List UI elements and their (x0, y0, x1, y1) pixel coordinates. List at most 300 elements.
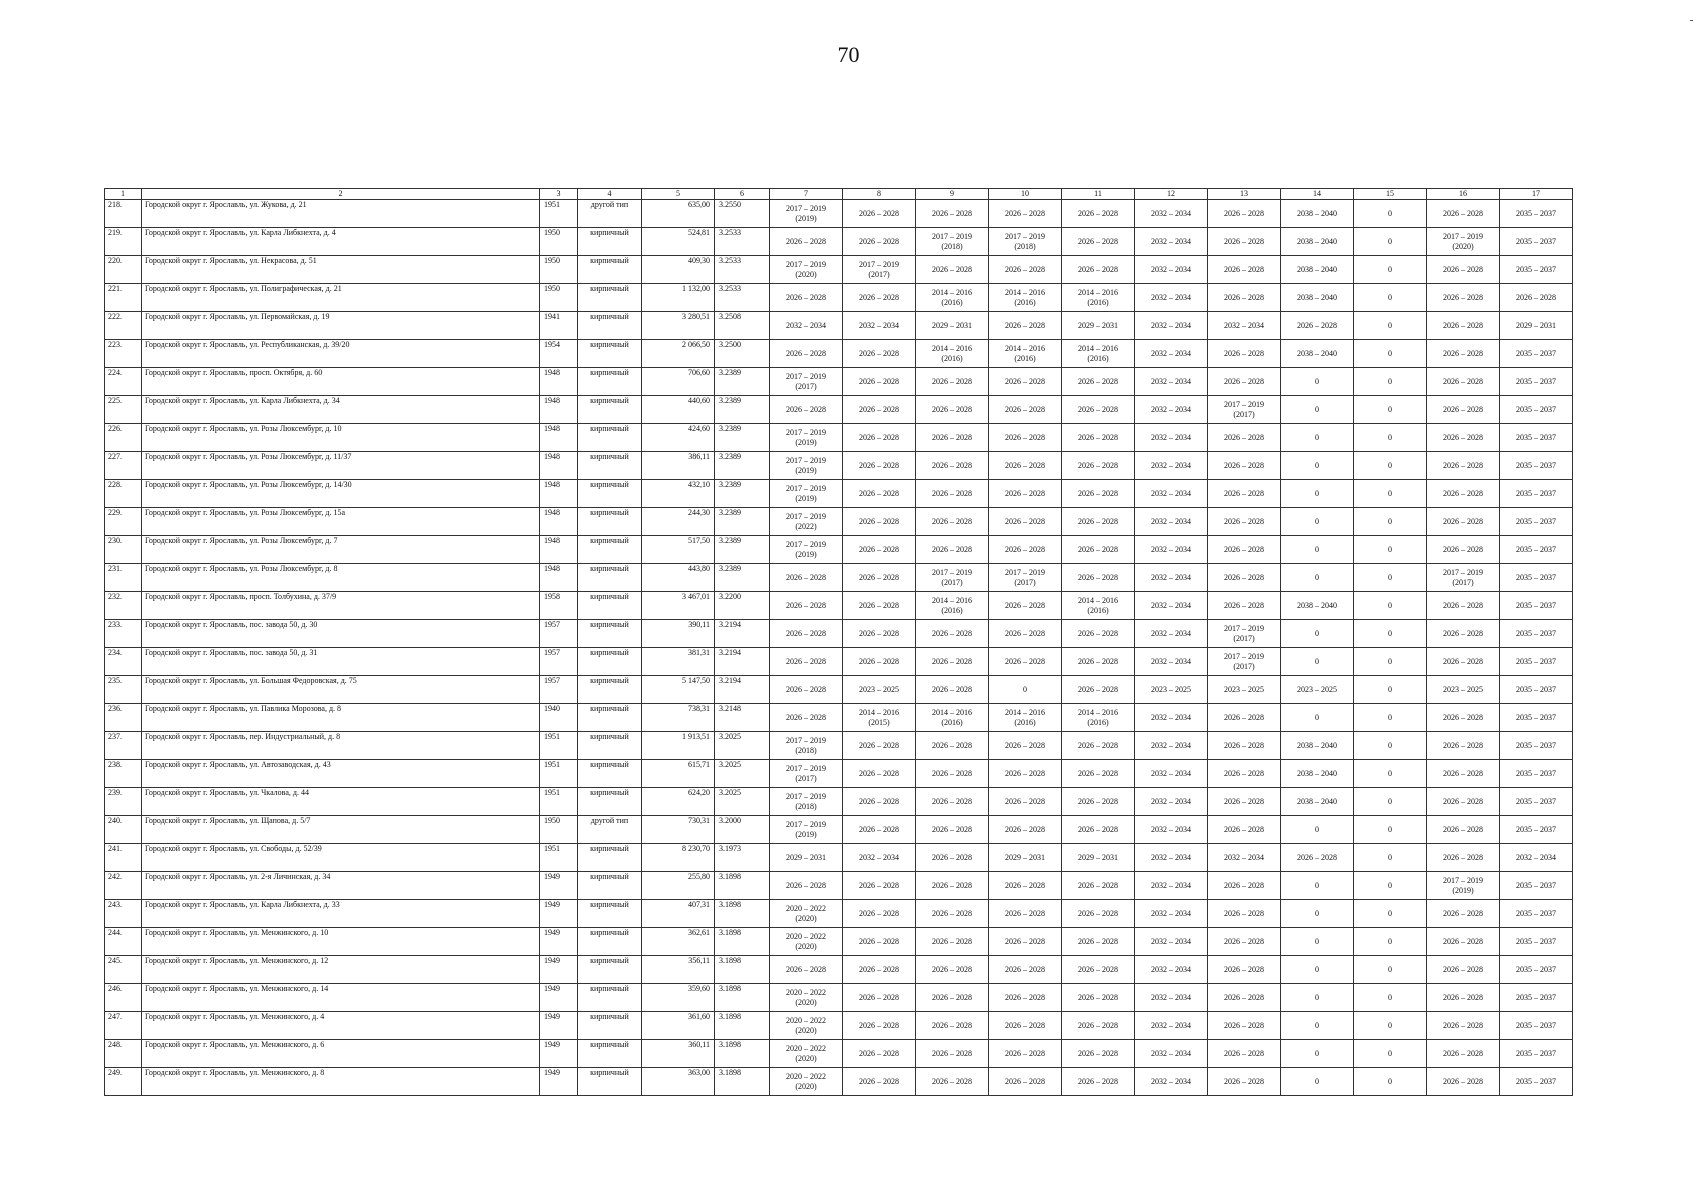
period-cell: 0 (1281, 648, 1354, 676)
material-cell: кирпичный (578, 620, 642, 648)
table-row (105, 592, 1573, 620)
column-header: 17 (1500, 189, 1573, 200)
table-row (105, 200, 1573, 228)
table-row (105, 760, 1573, 788)
period-cell: 2026 – 2028 (989, 956, 1062, 984)
address-cell: Городской округ г. Ярославль, ул. Полиграфическая, д. 21 (142, 284, 540, 312)
wear-cell: 3.2148 (715, 704, 770, 732)
material-cell: другой тип (578, 200, 642, 228)
period-cell: 0 (1281, 564, 1354, 592)
period-cell: 2035 – 2037 (1500, 704, 1573, 732)
period-cell: 2026 – 2028 (1208, 788, 1281, 816)
material-cell: кирпичный (578, 312, 642, 340)
period-cell: 2017 – 2019 (2020) (770, 256, 843, 284)
period-cell: 2026 – 2028 (916, 928, 989, 956)
area-cell: 1 132,00 (642, 284, 715, 312)
period-cell: 2026 – 2028 (989, 368, 1062, 396)
period-cell: 2026 – 2028 (1427, 200, 1500, 228)
period-cell: 0 (1354, 424, 1427, 452)
period-cell: 2026 – 2028 (989, 508, 1062, 536)
period-cell: 2026 – 2028 (1208, 732, 1281, 760)
period-cell: 2026 – 2028 (989, 732, 1062, 760)
period-cell: 2035 – 2037 (1500, 480, 1573, 508)
row-number: 246. (105, 984, 142, 1012)
row-number: 232. (105, 592, 142, 620)
period-cell: 0 (1354, 312, 1427, 340)
address-cell: Городской округ г. Ярославль, просп. Октября, д. 60 (142, 368, 540, 396)
address-cell: Городской округ г. Ярославль, ул. Менжинского, д. 8 (142, 1068, 540, 1096)
wear-cell: 3.2194 (715, 648, 770, 676)
row-number: 235. (105, 676, 142, 704)
period-cell: 2026 – 2028 (843, 732, 916, 760)
period-cell: 2017 – 2019 (2018) (770, 732, 843, 760)
period-cell: 2026 – 2028 (989, 1012, 1062, 1040)
address-cell: Городской округ г. Ярославль, ул. Менжинского, д. 10 (142, 928, 540, 956)
material-cell: кирпичный (578, 676, 642, 704)
period-cell: 2026 – 2028 (843, 760, 916, 788)
period-cell: 0 (1354, 564, 1427, 592)
period-cell: 2026 – 2028 (770, 620, 843, 648)
row-number: 218. (105, 200, 142, 228)
year-cell: 1950 (540, 816, 578, 844)
wear-cell: 3.2389 (715, 536, 770, 564)
period-cell: 2026 – 2028 (916, 508, 989, 536)
column-header: 2 (142, 189, 540, 200)
material-cell: кирпичный (578, 732, 642, 760)
period-cell: 2026 – 2028 (1062, 872, 1135, 900)
period-cell: 2026 – 2028 (1427, 816, 1500, 844)
period-cell: 2020 – 2022 (2020) (770, 1040, 843, 1068)
address-cell: Городской округ г. Ярославль, ул. Павлика Морозова, д. 8 (142, 704, 540, 732)
period-cell: 2026 – 2028 (1427, 340, 1500, 368)
period-cell: 2026 – 2028 (1062, 256, 1135, 284)
period-cell: 2032 – 2034 (1135, 312, 1208, 340)
period-cell: 2026 – 2028 (916, 368, 989, 396)
period-cell: 0 (1354, 1040, 1427, 1068)
period-cell: 2032 – 2034 (843, 312, 916, 340)
period-cell: 2038 – 2040 (1281, 228, 1354, 256)
period-cell: 2017 – 2019 (2017) (989, 564, 1062, 592)
table-row (105, 648, 1573, 676)
period-cell: 2026 – 2028 (843, 928, 916, 956)
year-cell: 1949 (540, 1068, 578, 1096)
row-number: 248. (105, 1040, 142, 1068)
period-cell: 0 (1354, 536, 1427, 564)
period-cell: 2035 – 2037 (1500, 872, 1573, 900)
period-cell: 2026 – 2028 (989, 424, 1062, 452)
period-cell: 2032 – 2034 (1135, 788, 1208, 816)
column-header: 9 (916, 189, 989, 200)
material-cell: кирпичный (578, 1068, 642, 1096)
period-cell: 2026 – 2028 (843, 396, 916, 424)
year-cell: 1950 (540, 284, 578, 312)
period-cell: 2023 – 2025 (1281, 676, 1354, 704)
period-cell: 2032 – 2034 (1135, 228, 1208, 256)
period-cell: 2026 – 2028 (843, 424, 916, 452)
wear-cell: 3.2389 (715, 396, 770, 424)
period-cell: 2035 – 2037 (1500, 536, 1573, 564)
period-cell: 2026 – 2028 (770, 228, 843, 256)
period-cell: 0 (1281, 872, 1354, 900)
period-cell: 2026 – 2028 (843, 648, 916, 676)
period-cell: 0 (1281, 508, 1354, 536)
wear-cell: 3.1898 (715, 956, 770, 984)
period-cell: 2035 – 2037 (1500, 928, 1573, 956)
address-cell: Городской округ г. Ярославль, просп. Толбухина, д. 37/9 (142, 592, 540, 620)
period-cell: 2017 – 2019 (2017) (770, 760, 843, 788)
table-body (105, 200, 1573, 1096)
column-header: 12 (1135, 189, 1208, 200)
period-cell: 2026 – 2028 (843, 1012, 916, 1040)
period-cell: 2014 – 2016 (2016) (916, 340, 989, 368)
period-cell: 0 (1354, 732, 1427, 760)
period-cell: 2026 – 2028 (989, 620, 1062, 648)
period-cell: 2026 – 2028 (843, 788, 916, 816)
area-cell: 738,31 (642, 704, 715, 732)
material-cell: кирпичный (578, 536, 642, 564)
area-cell: 363,00 (642, 1068, 715, 1096)
year-cell: 1954 (540, 340, 578, 368)
period-cell: 2026 – 2028 (843, 480, 916, 508)
row-number: 221. (105, 284, 142, 312)
period-cell: 2026 – 2028 (916, 424, 989, 452)
period-cell: 2026 – 2028 (1062, 480, 1135, 508)
page-number: 70 (837, 42, 860, 67)
period-cell: 0 (1354, 1012, 1427, 1040)
period-cell: 2026 – 2028 (1427, 480, 1500, 508)
row-number: 234. (105, 648, 142, 676)
period-cell: 2026 – 2028 (916, 1040, 989, 1068)
address-cell: Городской округ г. Ярославль, ул. Свободы, д. 52/39 (142, 844, 540, 872)
area-cell: 381,31 (642, 648, 715, 676)
table-row (105, 984, 1573, 1012)
period-cell: 2026 – 2028 (916, 396, 989, 424)
period-cell: 2032 – 2034 (1135, 1040, 1208, 1068)
year-cell: 1949 (540, 872, 578, 900)
period-cell: 0 (989, 676, 1062, 704)
table-row (105, 788, 1573, 816)
year-cell: 1950 (540, 256, 578, 284)
period-cell: 2026 – 2028 (1062, 928, 1135, 956)
period-cell: 2026 – 2028 (843, 228, 916, 256)
period-cell: 2026 – 2028 (843, 564, 916, 592)
period-cell: 2035 – 2037 (1500, 396, 1573, 424)
period-cell: 2026 – 2028 (916, 956, 989, 984)
period-cell: 2026 – 2028 (843, 536, 916, 564)
material-cell: кирпичный (578, 872, 642, 900)
period-cell: 2026 – 2028 (916, 816, 989, 844)
period-cell: 2035 – 2037 (1500, 1068, 1573, 1096)
wear-cell: 3.2533 (715, 284, 770, 312)
period-cell: 2026 – 2028 (1427, 396, 1500, 424)
period-cell: 2035 – 2037 (1500, 564, 1573, 592)
period-cell: 2017 – 2019 (2020) (1427, 228, 1500, 256)
period-cell: 2035 – 2037 (1500, 508, 1573, 536)
row-number: 238. (105, 760, 142, 788)
period-cell: 2026 – 2028 (1062, 200, 1135, 228)
period-cell: 2026 – 2028 (1208, 872, 1281, 900)
address-cell: Городской округ г. Ярославль, ул. Розы Люксембург, д. 11/37 (142, 452, 540, 480)
period-cell: 2032 – 2034 (1208, 312, 1281, 340)
row-number: 243. (105, 900, 142, 928)
period-cell: 2026 – 2028 (1062, 900, 1135, 928)
table-row (105, 368, 1573, 396)
period-cell: 2026 – 2028 (843, 872, 916, 900)
material-cell: кирпичный (578, 928, 642, 956)
wear-cell: 3.2389 (715, 368, 770, 396)
period-cell: 2026 – 2028 (843, 956, 916, 984)
period-cell: 2020 – 2022 (2020) (770, 928, 843, 956)
table-row (105, 340, 1573, 368)
row-number: 247. (105, 1012, 142, 1040)
period-cell: 2035 – 2037 (1500, 732, 1573, 760)
material-cell: другой тип (578, 816, 642, 844)
address-cell: Городской округ г. Ярославль, ул. Карла Либкнехта, д. 4 (142, 228, 540, 256)
period-cell: 0 (1281, 368, 1354, 396)
period-cell: 2014 – 2016 (2016) (916, 592, 989, 620)
year-cell: 1951 (540, 844, 578, 872)
period-cell: 2014 – 2016 (2016) (916, 704, 989, 732)
year-cell: 1949 (540, 928, 578, 956)
period-cell: 2035 – 2037 (1500, 984, 1573, 1012)
table-row (105, 424, 1573, 452)
period-cell: 2029 – 2031 (1062, 312, 1135, 340)
period-cell: 2026 – 2028 (1208, 228, 1281, 256)
period-cell: 2026 – 2028 (1281, 312, 1354, 340)
period-cell: 2038 – 2040 (1281, 788, 1354, 816)
row-number: 225. (105, 396, 142, 424)
wear-cell: 3.1898 (715, 1012, 770, 1040)
period-cell: 2026 – 2028 (1208, 564, 1281, 592)
column-header: 14 (1281, 189, 1354, 200)
period-cell: 2035 – 2037 (1500, 368, 1573, 396)
table-row (105, 228, 1573, 256)
area-cell: 360,11 (642, 1040, 715, 1068)
area-cell: 356,11 (642, 956, 715, 984)
row-number: 249. (105, 1068, 142, 1096)
wear-cell: 3.1973 (715, 844, 770, 872)
address-cell: Городской округ г. Ярославль, ул. Розы Люксембург, д. 15а (142, 508, 540, 536)
row-number: 229. (105, 508, 142, 536)
period-cell: 2026 – 2028 (1281, 844, 1354, 872)
table-row (105, 620, 1573, 648)
column-header: 10 (989, 189, 1062, 200)
period-cell: 2026 – 2028 (770, 396, 843, 424)
table-row (105, 312, 1573, 340)
address-cell: Городской округ г. Ярославль, ул. Карла Либкнехта, д. 34 (142, 396, 540, 424)
period-cell: 2032 – 2034 (1135, 284, 1208, 312)
period-cell: 2026 – 2028 (989, 760, 1062, 788)
period-cell: 2017 – 2019 (2019) (770, 536, 843, 564)
period-cell: 2032 – 2034 (1135, 536, 1208, 564)
period-cell: 2026 – 2028 (843, 620, 916, 648)
material-cell: кирпичный (578, 788, 642, 816)
address-cell: Городской округ г. Ярославль, ул. Розы Люксембург, д. 7 (142, 536, 540, 564)
column-header: 4 (578, 189, 642, 200)
period-cell: 2026 – 2028 (989, 872, 1062, 900)
period-cell: 0 (1354, 816, 1427, 844)
wear-cell: 3.2533 (715, 228, 770, 256)
period-cell: 2026 – 2028 (1427, 424, 1500, 452)
period-cell: 2026 – 2028 (1062, 620, 1135, 648)
material-cell: кирпичный (578, 228, 642, 256)
area-cell: 635,00 (642, 200, 715, 228)
period-cell: 2017 – 2019 (2017) (770, 368, 843, 396)
period-cell: 2026 – 2028 (1427, 452, 1500, 480)
period-cell: 2017 – 2019 (2017) (1208, 648, 1281, 676)
period-cell: 2026 – 2028 (916, 256, 989, 284)
table-row (105, 508, 1573, 536)
period-cell: 2026 – 2028 (1208, 816, 1281, 844)
material-cell: кирпичный (578, 900, 642, 928)
table-row (105, 284, 1573, 312)
column-header: 11 (1062, 189, 1135, 200)
period-cell: 2035 – 2037 (1500, 760, 1573, 788)
wear-cell: 3.2533 (715, 256, 770, 284)
period-cell: 2026 – 2028 (1427, 312, 1500, 340)
period-cell: 2017 – 2019 (2019) (770, 200, 843, 228)
wear-cell: 3.2389 (715, 452, 770, 480)
material-cell: кирпичный (578, 648, 642, 676)
column-header: 13 (1208, 189, 1281, 200)
period-cell: 2026 – 2028 (1062, 732, 1135, 760)
period-cell: 2017 – 2019 (2018) (989, 228, 1062, 256)
area-cell: 361,60 (642, 1012, 715, 1040)
year-cell: 1957 (540, 676, 578, 704)
row-number: 240. (105, 816, 142, 844)
row-number: 230. (105, 536, 142, 564)
period-cell: 2029 – 2031 (989, 844, 1062, 872)
column-header: 6 (715, 189, 770, 200)
period-cell: 2032 – 2034 (1135, 340, 1208, 368)
wear-cell: 3.2389 (715, 424, 770, 452)
area-cell: 624,20 (642, 788, 715, 816)
period-cell: 2032 – 2034 (1135, 872, 1208, 900)
period-cell: 2032 – 2034 (1135, 704, 1208, 732)
year-cell: 1958 (540, 592, 578, 620)
year-cell: 1949 (540, 956, 578, 984)
area-cell: 255,80 (642, 872, 715, 900)
year-cell: 1948 (540, 424, 578, 452)
period-cell: 2035 – 2037 (1500, 340, 1573, 368)
period-cell: 2026 – 2028 (1427, 648, 1500, 676)
address-cell: Городской округ г. Ярославль, ул. Менжинского, д. 12 (142, 956, 540, 984)
period-cell: 2026 – 2028 (1208, 1012, 1281, 1040)
area-cell: 443,80 (642, 564, 715, 592)
year-cell: 1951 (540, 760, 578, 788)
table-row (105, 396, 1573, 424)
column-header: 7 (770, 189, 843, 200)
area-cell: 386,11 (642, 452, 715, 480)
period-cell: 2032 – 2034 (1135, 900, 1208, 928)
period-cell: 2017 – 2019 (2022) (770, 508, 843, 536)
period-cell: 2026 – 2028 (770, 956, 843, 984)
period-cell: 2026 – 2028 (1208, 256, 1281, 284)
period-cell: 2026 – 2028 (916, 648, 989, 676)
area-cell: 3 467,01 (642, 592, 715, 620)
table-row (105, 564, 1573, 592)
row-number: 241. (105, 844, 142, 872)
area-cell: 424,60 (642, 424, 715, 452)
period-cell: 2032 – 2034 (1135, 760, 1208, 788)
table-row (105, 844, 1573, 872)
period-cell: 2014 – 2016 (2016) (916, 284, 989, 312)
period-cell: 2026 – 2028 (1427, 928, 1500, 956)
address-cell: Городской округ г. Ярославль, ул. Щапова, д. 5/7 (142, 816, 540, 844)
period-cell: 2017 – 2019 (2019) (770, 452, 843, 480)
period-cell: 2026 – 2028 (1427, 1040, 1500, 1068)
period-cell: 2038 – 2040 (1281, 200, 1354, 228)
row-number: 220. (105, 256, 142, 284)
material-cell: кирпичный (578, 452, 642, 480)
period-cell: 2026 – 2028 (1062, 536, 1135, 564)
period-cell: 2032 – 2034 (1135, 620, 1208, 648)
period-cell: 2026 – 2028 (1427, 1068, 1500, 1096)
period-cell: 2026 – 2028 (1062, 648, 1135, 676)
material-cell: кирпичный (578, 480, 642, 508)
period-cell: 2026 – 2028 (770, 592, 843, 620)
area-cell: 5 147,50 (642, 676, 715, 704)
period-cell: 2014 – 2016 (2016) (989, 704, 1062, 732)
material-cell: кирпичный (578, 396, 642, 424)
row-number: 222. (105, 312, 142, 340)
address-cell: Городской округ г. Ярославль, ул. Жукова, д. 21 (142, 200, 540, 228)
wear-cell: 3.2000 (715, 816, 770, 844)
period-cell: 2026 – 2028 (989, 200, 1062, 228)
period-cell: 2038 – 2040 (1281, 340, 1354, 368)
period-cell: 2014 – 2016 (2016) (1062, 704, 1135, 732)
wear-cell: 3.2194 (715, 620, 770, 648)
period-cell: 2026 – 2028 (843, 900, 916, 928)
period-cell: 0 (1281, 984, 1354, 1012)
column-header: 16 (1427, 189, 1500, 200)
column-number-row (105, 189, 1573, 200)
period-cell: 2038 – 2040 (1281, 592, 1354, 620)
period-cell: 2035 – 2037 (1500, 452, 1573, 480)
wear-cell: 3.2389 (715, 564, 770, 592)
period-cell: 2014 – 2016 (2016) (989, 284, 1062, 312)
year-cell: 1949 (540, 900, 578, 928)
period-cell: 2026 – 2028 (1208, 340, 1281, 368)
period-cell: 2032 – 2034 (1135, 1068, 1208, 1096)
period-cell: 2026 – 2028 (1427, 256, 1500, 284)
period-cell: 2026 – 2028 (1208, 956, 1281, 984)
period-cell: 2023 – 2025 (1427, 676, 1500, 704)
period-cell: 2038 – 2040 (1281, 760, 1354, 788)
period-cell: 0 (1354, 676, 1427, 704)
wear-cell: 3.2025 (715, 732, 770, 760)
period-cell: 2026 – 2028 (1208, 424, 1281, 452)
material-cell: кирпичный (578, 844, 642, 872)
period-cell: 0 (1281, 396, 1354, 424)
period-cell: 2026 – 2028 (1208, 704, 1281, 732)
period-cell: 2026 – 2028 (989, 900, 1062, 928)
period-cell: 2026 – 2028 (770, 284, 843, 312)
material-cell: кирпичный (578, 1012, 642, 1040)
period-cell: 2026 – 2028 (1500, 284, 1573, 312)
period-cell: 2032 – 2034 (1208, 844, 1281, 872)
row-number: 237. (105, 732, 142, 760)
year-cell: 1948 (540, 480, 578, 508)
period-cell: 2026 – 2028 (916, 452, 989, 480)
address-cell: Городской округ г. Ярославль, ул. Менжинского, д. 14 (142, 984, 540, 1012)
year-cell: 1950 (540, 228, 578, 256)
area-cell: 517,50 (642, 536, 715, 564)
material-cell: кирпичный (578, 564, 642, 592)
column-header: 1 (105, 189, 142, 200)
area-cell: 359,60 (642, 984, 715, 1012)
period-cell: 2032 – 2034 (1135, 732, 1208, 760)
